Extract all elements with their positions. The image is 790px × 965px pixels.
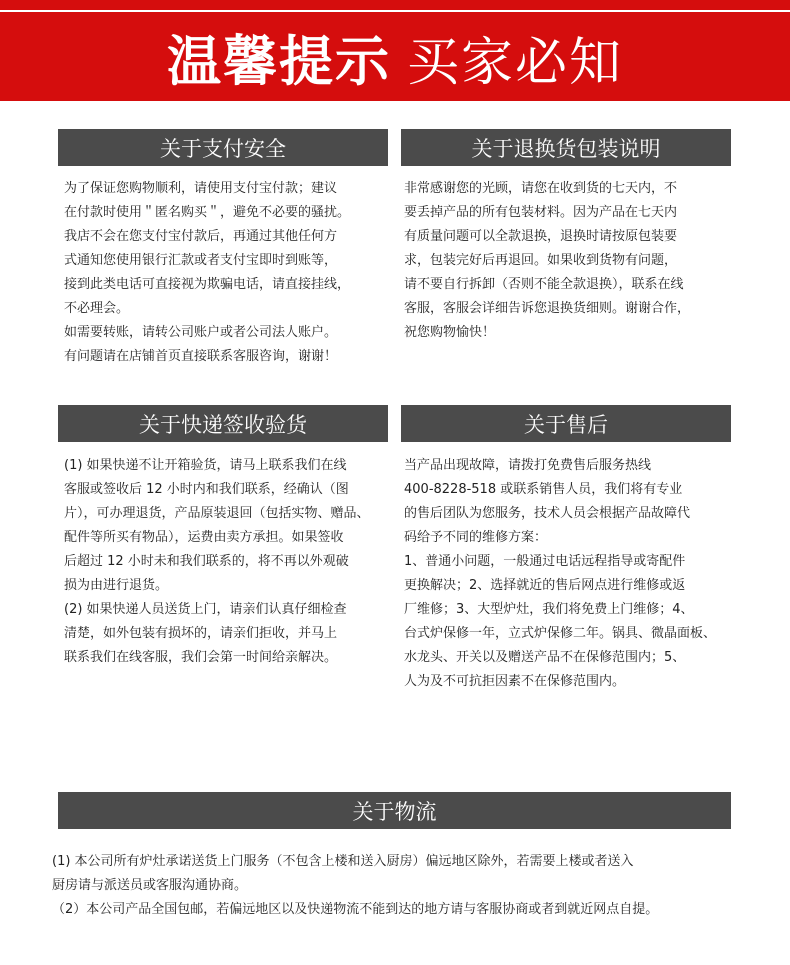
banner-title-bold: 温馨提示 (166, 29, 391, 93)
section-body-aftersales (404, 454, 744, 694)
section-body-returns (404, 177, 734, 345)
logistics-line: （2）本公司产品全国包邮，若偏远地区以及快递物流不能到达的地方请与客服协商或者到就近网点自提。 (52, 902, 659, 917)
aftersales-line: 的售后团队为您服务，技术人员会根据产品故障代 (404, 506, 691, 521)
delivery-line: 片），可办理退货，产品原装退回（包括实物、赠品、 (64, 506, 370, 521)
delivery-line: 客服或签收后 12 小时内和我们联系，经确认（图 (64, 482, 349, 497)
aftersales-line: 400-8228-518 或联系销售人员，我们将有专业 (404, 482, 683, 497)
payment-line: 有问题请在店铺首页直接联系客服咨询，谢谢！ (64, 349, 338, 364)
aftersales-line: 人为及不可抗拒因素不在保修范围内。 (404, 674, 626, 689)
aftersales-line: 厂维修；3、大型炉灶，我们将免费上门维修；4、 (404, 602, 694, 617)
delivery-line: 配件等所买有物品），运费由卖方承担。如果签收 (64, 530, 344, 545)
banner-title-row (0, 10, 790, 102)
header-banner (0, 0, 790, 101)
returns-line: 请不要自行拆卸（否则不能全款退换），联系在线 (404, 277, 684, 292)
aftersales-line: 当产品出现故障，请拨打免费售后服务热线 (404, 458, 652, 473)
payment-line: 如需要转账，请转公司账户或者公司法人账户。 (64, 325, 338, 340)
section-body-delivery (64, 454, 394, 670)
returns-line: 非常感谢您的光顾，请您在收到货的七天内，不 (404, 181, 678, 196)
delivery-line: 清楚，如外包装有损坏的，请亲们拒收，并马上 (64, 626, 338, 641)
aftersales-line: 台式炉保修一年，立式炉保修二年。锅具、微晶面板、 (404, 626, 717, 641)
returns-line: 有质量问题可以全款退换，退换时请按原包装要 (404, 229, 678, 244)
delivery-line: (2) 如果快递人员送货上门，请亲们认真仔细检查 (64, 602, 347, 617)
payment-line: 接到此类电话可直接视为欺骗电话，请直接挂线， (64, 277, 351, 292)
delivery-line: 损为由进行退货。 (64, 578, 169, 593)
logistics-line: (1) 本公司所有炉灶承诺送货上门服务（不包含上楼和送入厨房）偏远地区除外，若需要上楼或者送入 (52, 854, 634, 869)
aftersales-line: 更换解决；2、选择就近的售后网点进行维修或返 (404, 578, 686, 593)
payment-line: 为了保证您购物顺利，请使用支付宝付款；建议 (64, 181, 338, 196)
returns-line: 求，包装完好后再退回。如果收到货物有问题， (404, 253, 678, 268)
section-title-returns: 关于退换货包装说明 (401, 129, 731, 166)
payment-line: 我店不会在您支付宝付款后，再通过其他任何方 (64, 229, 338, 244)
payment-line: 不必理会。 (64, 301, 130, 316)
section-body-payment (64, 177, 394, 369)
delivery-line: 后超过 12 小时未和我们联系的，将不再以外观破 (64, 554, 349, 569)
aftersales-line: 码给予不同的维修方案： (404, 530, 548, 545)
returns-line: 客服，客服会详细告诉您退换货细则。谢谢合作， (404, 301, 691, 316)
aftersales-line: 1、普通小问题，一般通过电话远程指导或寄配件 (404, 554, 686, 569)
section-title-logistics: 关于物流 (58, 792, 731, 829)
logistics-line: 厨房请与派送员或客服沟通协商。 (52, 878, 248, 893)
aftersales-line: 水龙头、开关以及赠送产品不在保修范围内；5、 (404, 650, 686, 665)
returns-line: 祝您购物愉快！ (404, 325, 496, 340)
returns-line: 要丢掉产品的所有包装材料。因为产品在七天内 (404, 205, 678, 220)
banner-title-light: 买家必知 (406, 32, 623, 93)
section-body-logistics (52, 850, 772, 922)
payment-line: 在付款时使用＂匿名购买＂，避免不必要的骚扰。 (64, 205, 351, 220)
section-title-aftersales: 关于售后 (401, 405, 731, 442)
delivery-line: 联系我们在线客服，我们会第一时间给亲解决。 (64, 650, 338, 665)
payment-line: 式通知您使用银行汇款或者支付宝即时到账等， (64, 253, 338, 268)
section-title-payment: 关于支付安全 (58, 129, 388, 166)
delivery-line: (1) 如果快递不让开箱验货，请马上联系我们在线 (64, 458, 347, 473)
section-title-delivery: 关于快递签收验货 (58, 405, 388, 442)
